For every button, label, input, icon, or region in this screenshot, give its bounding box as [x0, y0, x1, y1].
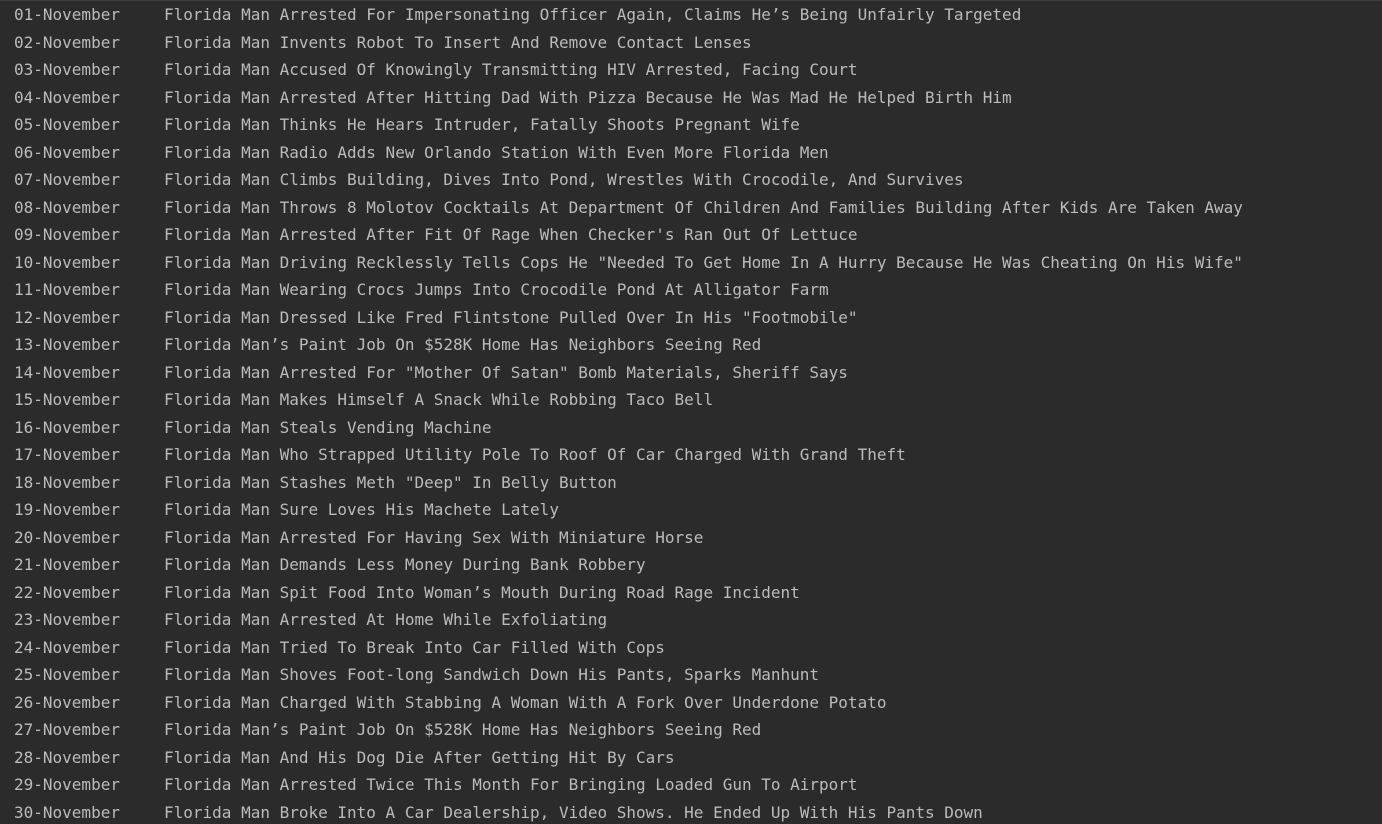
line-date: 19-November: [14, 500, 120, 519]
console-line: [14, 638, 665, 658]
console-line: [14, 528, 703, 548]
line-headline: Florida Man Makes Himself A Snack While Robbing Taco Bell: [164, 390, 714, 409]
line-headline: Florida Man Shoves Foot-long Sandwich Down His Pants, Sparks Manhunt: [164, 665, 820, 684]
console-line: [14, 775, 858, 795]
line-date: 28-November: [14, 747, 120, 767]
console-line: [14, 335, 761, 355]
line-date: 20-November: [14, 527, 120, 547]
line-date: 25-November: [14, 665, 120, 684]
console-line: [14, 665, 819, 685]
line-headline: Florida Man Arrested After Fit Of Rage When Checker's Ran Out Of Lettuce: [164, 225, 858, 244]
console-line: [14, 60, 858, 80]
console-line: [14, 363, 848, 383]
line-headline: Florida Man Arrested At Home While Exfoliating: [164, 610, 608, 629]
console-line: [14, 280, 829, 300]
line-date: 22-November: [14, 582, 120, 602]
console-line: [14, 5, 1021, 25]
line-date: 16-November: [14, 417, 120, 437]
line-date: 21-November: [14, 555, 120, 574]
line-date: 14-November: [14, 362, 120, 382]
console-line: [14, 473, 617, 493]
line-date: 04-November: [14, 87, 120, 107]
line-headline: Florida Man Accused Of Knowingly Transmitting HIV Arrested, Facing Court: [164, 60, 858, 79]
line-date: 03-November: [14, 60, 120, 79]
line-date: 11-November: [14, 280, 120, 299]
console-line: [14, 88, 1012, 108]
console-line: [14, 225, 858, 245]
line-date: 30-November: [14, 802, 120, 822]
console-line: [14, 803, 983, 823]
line-date: 18-November: [14, 472, 120, 492]
line-date: 01-November: [14, 5, 120, 24]
line-headline: Florida Man Wearing Crocs Jumps Into Crocodile Pond At Alligator Farm: [164, 280, 829, 299]
line-headline: Florida Man Steals Vending Machine: [164, 417, 492, 437]
line-date: 12-November: [14, 307, 120, 327]
console-line: [14, 555, 646, 575]
console-line: [14, 583, 800, 603]
line-headline: Florida Man’s Paint Job On $528K Home Has Neighbors Seeing Red: [164, 720, 762, 739]
line-headline: Florida Man Invents Robot To Insert And Remove Contact Lenses: [164, 32, 752, 52]
line-date: 08-November: [14, 197, 120, 217]
line-date: 27-November: [14, 720, 120, 739]
line-headline: Florida Man Spit Food Into Woman’s Mouth During Road Rage Incident: [164, 582, 800, 602]
console-line: [14, 143, 829, 163]
line-headline: Florida Man Radio Adds New Orlando Station With Even More Florida Men: [164, 142, 829, 162]
line-headline: Florida Man Charged With Stabbing A Woman With A Fork Over Underdone Potato: [164, 692, 887, 712]
console-line: [14, 253, 1243, 273]
console-line: [14, 418, 492, 438]
line-date: 07-November: [14, 170, 120, 189]
line-headline: Florida Man Tried To Break Into Car Filled With Cops: [164, 637, 665, 657]
console-line: [14, 748, 675, 768]
console-line: [14, 115, 800, 135]
console-line: [14, 33, 752, 53]
line-date: 10-November: [14, 252, 120, 272]
line-date: 29-November: [14, 775, 120, 794]
line-headline: Florida Man Demands Less Money During Bank Robbery: [164, 555, 646, 574]
line-date: 13-November: [14, 335, 120, 354]
console-line: [14, 500, 559, 520]
console-line: [14, 308, 858, 328]
console-line: [14, 693, 886, 713]
line-date: 02-November: [14, 32, 120, 52]
line-date: 15-November: [14, 390, 120, 409]
line-headline: Florida Man Arrested For Having Sex With Miniature Horse: [164, 527, 704, 547]
line-headline: Florida Man Stashes Meth "Deep" In Belly Button: [164, 472, 617, 492]
console-line: [14, 445, 906, 465]
line-headline: Florida Man Climbs Building, Dives Into Pond, Wrestles With Crocodile, And Survives: [164, 170, 964, 189]
console-line: [14, 170, 964, 190]
console-line: [14, 720, 761, 740]
line-headline: Florida Man Arrested For "Mother Of Satan" Bomb Materials, Sheriff Says: [164, 362, 848, 382]
line-headline: Florida Man Arrested Twice This Month For Bringing Loaded Gun To Airport: [164, 775, 858, 794]
line-headline: Florida Man Throws 8 Molotov Cocktails At Department Of Children And Families Building After Kids Are Taken Away: [164, 197, 1243, 217]
line-date: 26-November: [14, 692, 120, 712]
console-line: [14, 610, 607, 630]
line-headline: Florida Man Thinks He Hears Intruder, Fatally Shoots Pregnant Wife: [164, 115, 800, 134]
line-headline: Florida Man Broke Into A Car Dealership, Video Shows. He Ended Up With His Pants Down: [164, 802, 983, 822]
line-date: 17-November: [14, 445, 120, 464]
line-date: 06-November: [14, 142, 120, 162]
line-date: 23-November: [14, 610, 120, 629]
line-headline: Florida Man’s Paint Job On $528K Home Has Neighbors Seeing Red: [164, 335, 762, 354]
line-headline: Florida Man Arrested For Impersonating Officer Again, Claims He’s Being Unfairly Targeted: [164, 5, 1022, 24]
line-date: 24-November: [14, 637, 120, 657]
line-date: 09-November: [14, 225, 120, 244]
line-headline: Florida Man Sure Loves His Machete Lately: [164, 500, 559, 519]
line-date: 05-November: [14, 115, 120, 134]
line-headline: Florida Man Arrested After Hitting Dad With Pizza Because He Was Mad He Helped Birth Him: [164, 87, 1012, 107]
line-headline: Florida Man Dressed Like Fred Flintstone Pulled Over In His "Footmobile": [164, 307, 858, 327]
line-headline: Florida Man Who Strapped Utility Pole To Roof Of Car Charged With Grand Theft: [164, 445, 906, 464]
line-headline: Florida Man And His Dog Die After Getting Hit By Cars: [164, 747, 675, 767]
console-line: [14, 390, 713, 410]
line-headline: Florida Man Driving Recklessly Tells Cops He "Needed To Get Home In A Hurry Because He Was Cheating On His Wife": [164, 252, 1243, 272]
console-line: [14, 198, 1243, 218]
